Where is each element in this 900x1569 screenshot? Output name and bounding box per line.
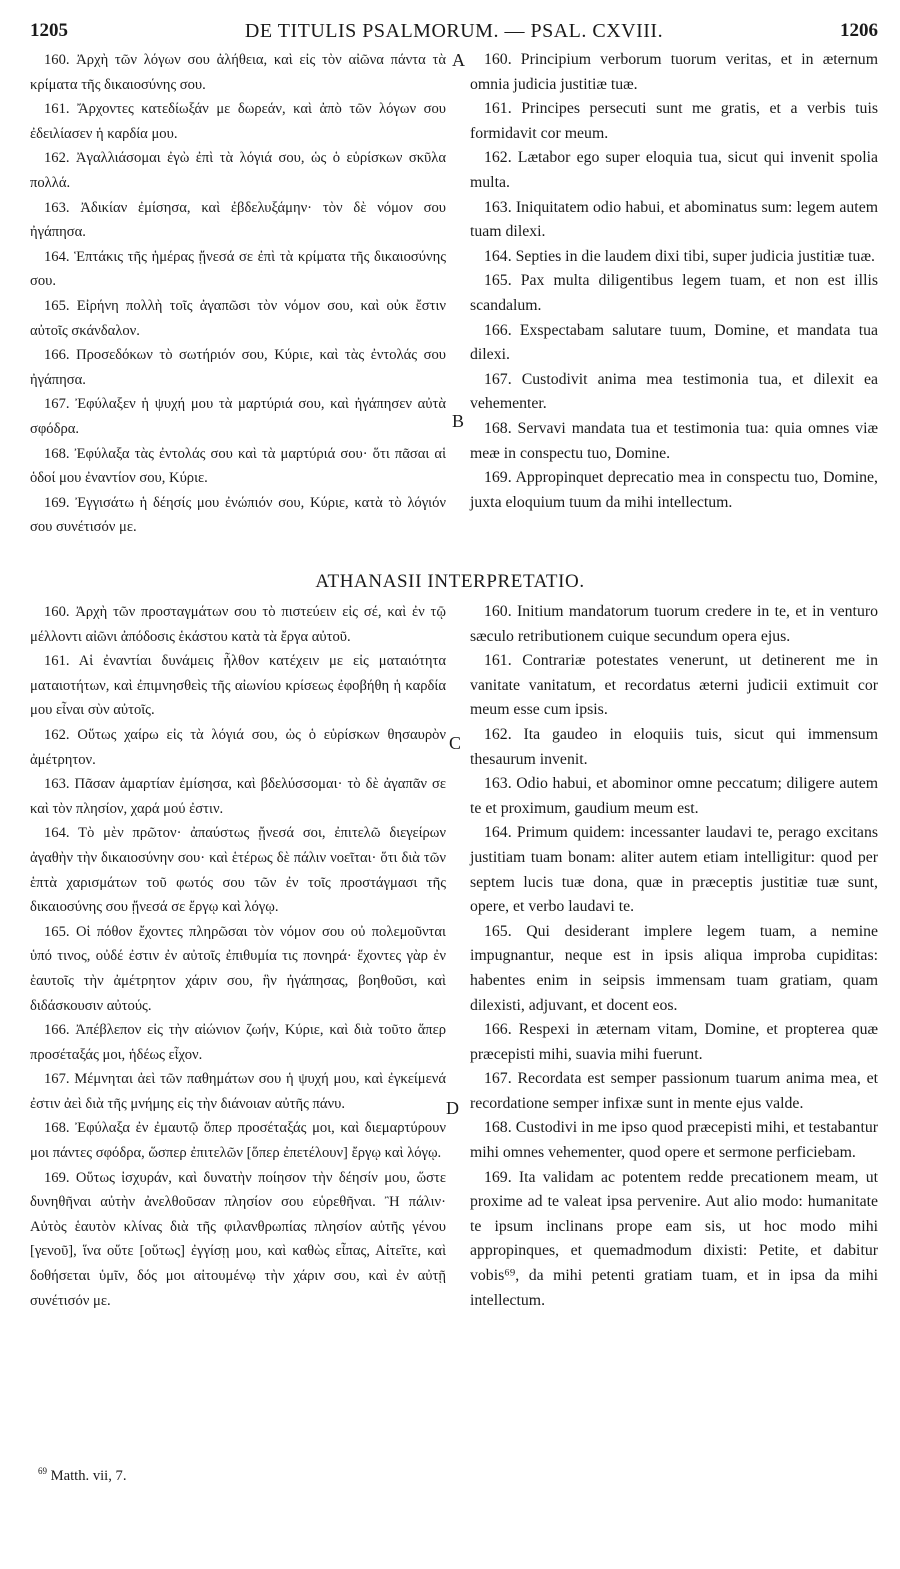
latin-commentary: 165. Qui desiderant implere legem tuam, a nemine impugnantur, neque est in ipsis aliqua improba cupiditas: habentes enim in seipsis immensam tuam gratiam, quam dilexisti, adjuvant, et docent eos. xyxy=(470,922,878,1014)
latin-commentary: 164. Primum quidem: incessanter laudavi te, perago excitans justitiam tuam bonam: aliter autem etiam intelligitur: quod per septem lucis tuæ dona, quæ in præceptis justitiæ tuæ sunt, opere, et verbo laudavi te. xyxy=(470,824,878,916)
latin-verse: 162. Lætabor ego super eloquia tua, sicut qui invenit spolia multa. xyxy=(470,149,878,191)
latin-verse: 165. Pax multa diligentibus legem tuam, et non est illis scandalum. xyxy=(470,272,878,314)
running-title: DE TITULIS PSALMORUM. — PSAL. CXVIII. xyxy=(244,20,664,42)
section2-greek-column xyxy=(30,600,446,1313)
running-header xyxy=(30,20,878,50)
latin-verse: 163. Iniquitatem odio habui, et abominatus sum: legem autem tuam dilexi. xyxy=(470,198,878,241)
greek-verse: 164. Ἑπτάκις τῆς ἡμέρας ᾔνεσά σε ἐπὶ τὰ κρίματα τῆς δικαιοσύνης σου. xyxy=(30,248,446,290)
latin-verse: 161. Principes persecuti sunt me gratis, et a verbis tuis formidavit cor meum. xyxy=(470,100,878,142)
footnote xyxy=(38,1466,126,1485)
section1-latin-column xyxy=(470,48,878,515)
latin-commentary: 162. Ita gaudeo in eloquiis tuis, sicut qui immensum thesaurum invenit. xyxy=(470,725,878,768)
greek-commentary: 164. Τὸ μὲν πρῶτον· ἀπαύστως ᾔνεσά σοι, ἐπιτελῶ διεγείρων ἀγαθὴν τὴν δικαιοσύνην σου· καὶ ἑτέρως δὲ πάλιν νοεῖται· ὅτι διὰ τῶν ἑπτὰ χαρισμάτων τοῦ φωτός σου τῶν ἐν τοῖς προστάγμασι τῆς δικαιοσύνης σου ᾔνεσά σε ἔργῳ καὶ λόγῳ. xyxy=(30,825,446,916)
greek-verse: 161. Ἄρχοντες κατεδίωξάν με δωρεάν, καὶ ἀπὸ τῶν λόγων σου ἐδειλίασεν ἡ καρδία μου. xyxy=(30,101,446,142)
margin-letter-d: D xyxy=(446,1098,459,1118)
greek-verse: 167. Ἐφύλαξεν ἡ ψυχή μου τὰ μαρτύριά σου, καὶ ἠγάπησεν αὐτὰ σφόδρα. xyxy=(30,396,446,437)
greek-verse: 169. Ἐγγισάτω ἡ δέησίς μου ἐνώπιόν σου, Κύριε, κατὰ τὸ λόγιόν σου συνέτισόν με. xyxy=(30,494,446,536)
greek-verse: 162. Ἀγαλλιάσομαι ἐγὼ ἐπὶ τὰ λόγιά σου, ὡς ὁ εὑρίσκων σκῦλα πολλά. xyxy=(30,150,446,191)
greek-verse: 168. Ἐφύλαξα τὰς ἐντολάς σου καὶ τὰ μαρτύριά σου· ὅτι πᾶσαι αἱ ὁδοί μου ἐναντίον σου, Κύριε. xyxy=(30,445,446,487)
greek-commentary: 160. Ἀρχὴ τῶν προσταγμάτων σου τὸ πιστεύειν εἰς σέ, καὶ ἐν τῷ μέλλοντι αἰῶνι ἀπόδοσις ἑκάστου κατὰ τὰ ἔργα αὐτοῦ. xyxy=(30,604,446,645)
greek-verse: 165. Εἰρήνη πολλὴ τοῖς ἀγαπῶσι τὸν νόμον σου, καὶ οὐκ ἔστιν αὐτοῖς σκάνδαλον. xyxy=(30,297,446,339)
footnote-number: 69 xyxy=(38,1466,47,1476)
latin-commentary: 163. Odio habui, et abominor omne peccatum; diligere autem te et proximum, gaudium meum est. xyxy=(470,775,878,817)
greek-commentary: 165. Οἱ πόθον ἔχοντες πληρῶσαι τὸν νόμον σου οὐ πολεμοῦνται ὑπό τινος, οὐδέ ἐστιν ἐν αὐτοῖς ἐπιθυμία τις πονηρά· ἔχοντες γὰρ ἐν ἑαυτοῖς τὴν ἀμέτρητον χάριν σου, ἣν ἠγάπησας, βοηθοῦσι, καὶ διδάσκουσιν αὐτούς. xyxy=(30,923,446,1014)
greek-commentary: 169. Οὕτως ἰσχυράν, καὶ δυνατὴν ποίησον τὴν δέησίν μου, ὥστε δυνηθῆναι αὐτὴν ἀνελθοῦσαν πλησίον σου εὑρεθῆναι. Ἢ πάλιν· Αὐτὸς ἑαυτὸν κλίνας διὰ τῆς φιλανθρωπίας πλησίον αὐτῆς γένου [γενοῦ], ἵνα οὕτε [οὕτως] ἐγγίσῃ μου, καὶ καθὼς εἶπας, Αἰτεῖτε, καὶ δοθήσεται ὑμῖν, δός μοι αἰτουμένῳ τὴν χάριν σου, καὶ ἐν αὐτῇ συνέτισόν με. xyxy=(30,1169,446,1309)
page-number-left: 1205 xyxy=(30,20,68,41)
latin-commentary: 168. Custodivi in me ipso quod præcepisti mihi, et testabantur mihi omnes vehementer, quod opere et sermone perficiebam. xyxy=(470,1119,878,1162)
latin-commentary: 169. Ita validam ac potentem redde precationem meam, ut proxime ad te valeat ipsa pervenire. Aut alio modo: humanitate te ipsum inclinans prope eam sis, ut hoc modo mihi appropinques, et quemadmodum dixisti: Petite, et dabitur vobis⁶⁹, da mihi petenti gratiam tuam, et in ipsa da mihi intellectum. xyxy=(470,1168,878,1309)
section1-greek-column xyxy=(30,48,446,540)
latin-verse: 168. Servavi mandata tua et testimonia tua: quia omnes viæ meæ in conspectu tuo, Domine. xyxy=(470,419,878,462)
section-title: ATHANASII INTERPRETATIO. xyxy=(315,571,585,592)
greek-commentary: 161. Αἱ ἐναντίαι δυνάμεις ἦλθον κατέχειν με εἰς ματαιότητα ματαιοτήτων, καὶ ἐπιμνησθεὶς τῆς αἰωνίου κρίσεως ἐφοβήθη ἡ καρδία μου εἶναι σὺν αὐτοῖς. xyxy=(30,653,446,719)
greek-commentary: 163. Πᾶσαν ἁμαρτίαν ἐμίσησα, καὶ βδελύσσομαι· τὸ δὲ ἀγαπᾶν σε καὶ τὸν πλησίον, χαρά μού ἐστιν. xyxy=(30,776,446,817)
greek-verse: 166. Προσεδόκων τὸ σωτήριόν σου, Κύριε, καὶ τὰς ἐντολάς σου ἠγάπησα. xyxy=(30,347,446,388)
page-number-right: 1206 xyxy=(840,20,878,41)
margin-letter-a: A xyxy=(452,50,465,70)
section2-latin-column xyxy=(470,600,878,1313)
latin-verse: 167. Custodivit anima mea testimonia tua, et dilexit ea vehementer. xyxy=(470,370,878,413)
footnote-text: Matth. vii, 7. xyxy=(50,1467,127,1484)
latin-verse: 164. Septies in die laudem dixi tibi, super judicia justitiæ tuæ. xyxy=(484,247,875,265)
greek-commentary: 167. Μέμνηται ἀεὶ τῶν παθημάτων σου ἡ ψυχή μου, καὶ ἐγκείμενά ἐστιν ἀεὶ διὰ τῆς μνήμης εἰς τὴν διάνοιαν αὐτῆς πάνυ. xyxy=(30,1071,446,1112)
greek-commentary: 166. Ἀπέβλεπον εἰς τὴν αἰώνιον ζωήν, Κύριε, καὶ διὰ τοῦτο ἅπερ προσέταξάς μοι, ἡδέως εἶχον. xyxy=(30,1022,446,1063)
latin-commentary: 160. Initium mandatorum tuorum credere in te, et in venturo sæculo retributionem cuique secundum opera ejus. xyxy=(470,603,878,645)
latin-verse: 169. Appropinquet deprecatio mea in conspectu tuo, Domine, juxta eloquium tuum da mihi intellectum. xyxy=(470,469,878,511)
latin-verse: 160. Principium verborum tuorum veritas, et in æternum omnia judicia justitiæ tuæ. xyxy=(470,51,878,93)
greek-commentary: 162. Οὕτως χαίρω εἰς τὰ λόγιά σου, ὡς ὁ εὑρίσκων θησαυρὸν ἀμέτρητον. xyxy=(30,726,446,768)
greek-verse: 163. Ἀδικίαν ἐμίσησα, καὶ ἐβδελυξάμην· τὸν δὲ νόμον σου ἠγάπησα. xyxy=(30,199,446,241)
latin-commentary: 166. Respexi in æternam vitam, Domine, et propterea quæ præcepisti mihi, suavia mihi fuerunt. xyxy=(470,1021,878,1063)
margin-letter-c: C xyxy=(449,733,462,753)
latin-commentary: 167. Recordata est semper passionum tuarum anima mea, et recordatione semper infixæ sunt in mente ejus valde. xyxy=(470,1070,878,1112)
greek-verse: 160. Ἀρχὴ τῶν λόγων σου ἀλήθεια, καὶ εἰς τὸν αἰῶνα πάντα τὰ κρίματα τῆς δικαιοσύνης σου. xyxy=(30,52,446,93)
latin-commentary: 161. Contrariæ potestates venerunt, ut detinerent me in vanitate vanitatum, et recordatus æterni judicii extimuit cor meum esse cum ipsis. xyxy=(470,652,878,719)
greek-commentary: 168. Ἐφύλαξα ἐν ἐμαυτῷ ὅπερ προσέταξάς μοι, καὶ διεμαρτύρουν μοι πάντες σφόδρα, ὥσπερ ἐπιτελῶν [ὅπερ ἐπετέλουν] ἔργῳ καὶ λόγῳ. xyxy=(30,1120,446,1162)
margin-letter-b: B xyxy=(452,411,465,431)
latin-verse: 166. Exspectabam salutare tuum, Domine, et mandata tua dilexi. xyxy=(470,321,878,364)
